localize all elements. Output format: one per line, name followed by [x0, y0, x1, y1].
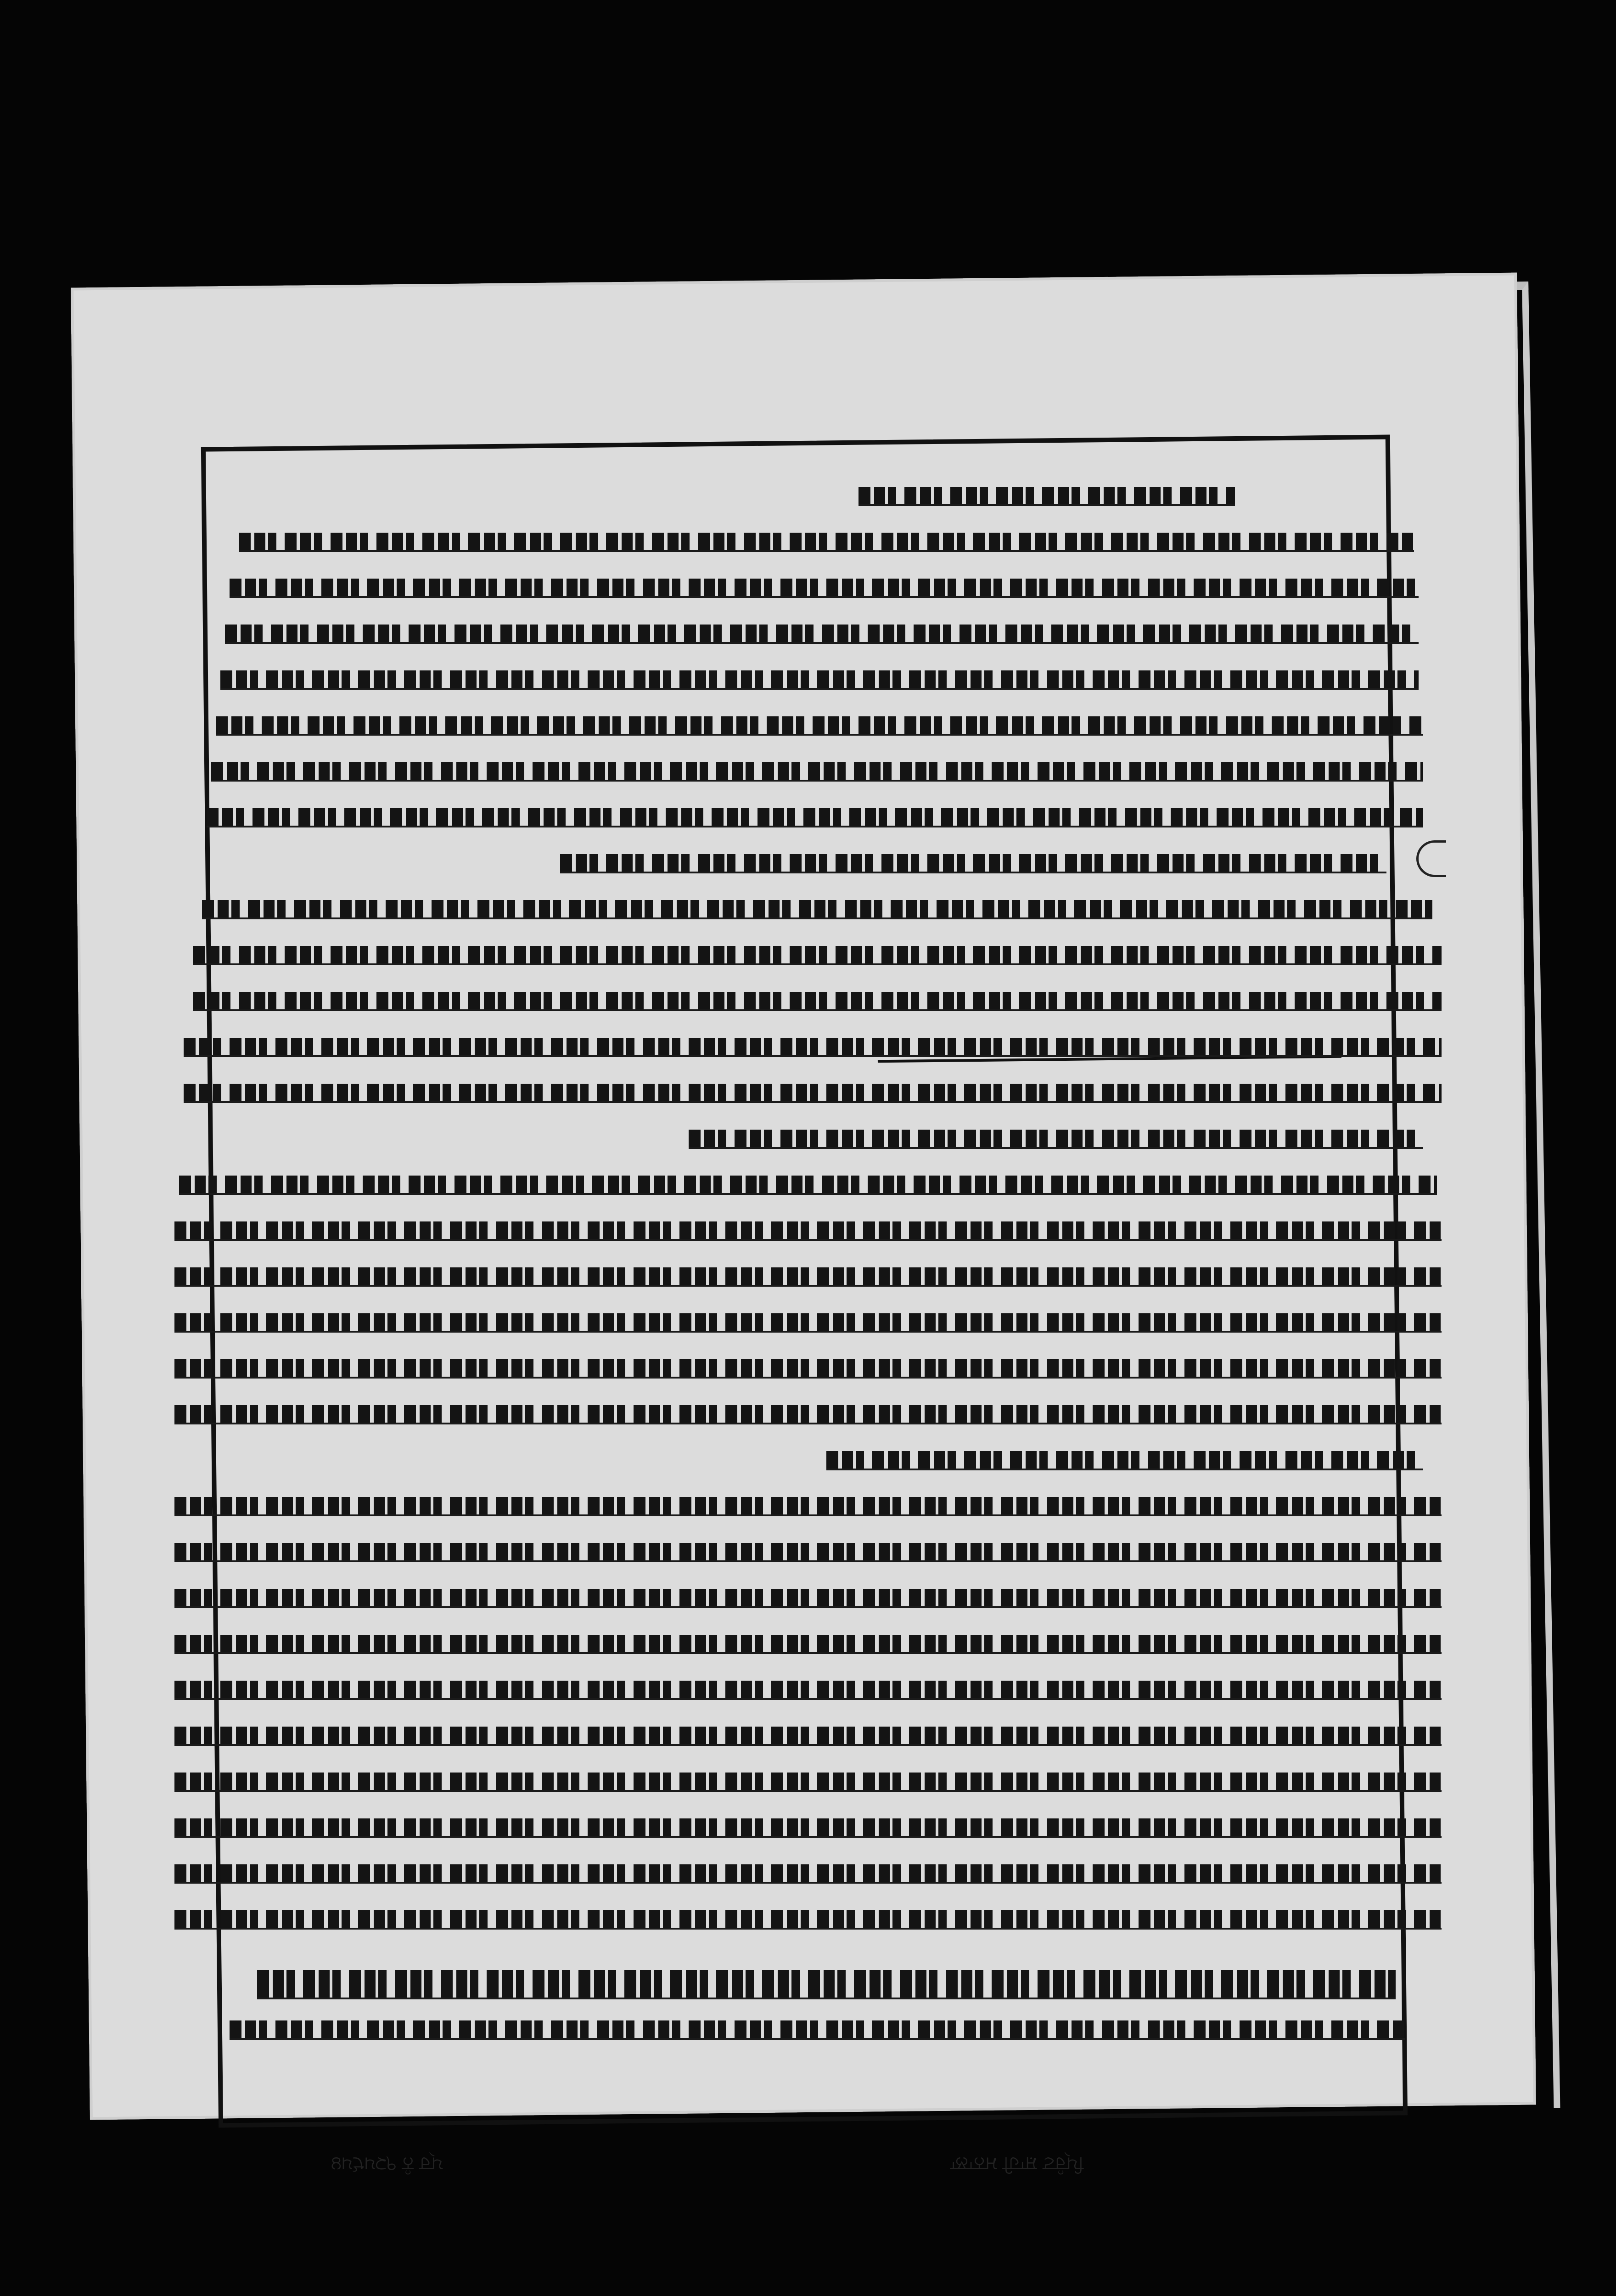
script-line — [174, 1727, 1442, 1746]
script-line — [211, 762, 1423, 782]
script-line — [174, 1681, 1442, 1700]
script-line — [184, 1038, 1442, 1057]
script-line — [174, 1589, 1442, 1608]
script-line — [184, 1084, 1442, 1103]
script-line — [207, 808, 1423, 827]
script-line — [193, 992, 1442, 1011]
script-line — [193, 946, 1442, 965]
script-line — [174, 1543, 1442, 1562]
script-line — [858, 487, 1235, 506]
script-line — [174, 1773, 1442, 1792]
script-line — [174, 1635, 1442, 1654]
script-line — [560, 854, 1386, 873]
script-line — [174, 1864, 1442, 1884]
header-right-number: ਪ੍ਰ ਨੰ ੧੨੫੯੫੪ — [331, 2154, 443, 2175]
script-line — [174, 1267, 1442, 1287]
script-line — [174, 1497, 1442, 1516]
script-line — [174, 1221, 1442, 1241]
script-line — [216, 716, 1423, 736]
script-line — [689, 1130, 1423, 1149]
script-line — [257, 1970, 1396, 1999]
script-line — [826, 1451, 1423, 1470]
script-line — [179, 1176, 1437, 1195]
header-left-scribble: ਪ੍ਰਿੰਟ ਸ਼ਾਹੀ ਮਨਾਲਾ — [950, 2154, 1084, 2175]
script-line — [174, 1313, 1442, 1333]
script-line — [174, 1910, 1442, 1930]
script-line — [174, 1359, 1442, 1379]
script-line — [225, 625, 1419, 644]
script-line — [202, 900, 1432, 919]
script-line — [230, 579, 1419, 598]
script-line — [174, 1405, 1442, 1424]
script-line — [239, 533, 1414, 552]
script-line — [220, 670, 1419, 690]
script-line — [230, 2020, 1405, 2040]
script-line — [174, 1818, 1442, 1838]
